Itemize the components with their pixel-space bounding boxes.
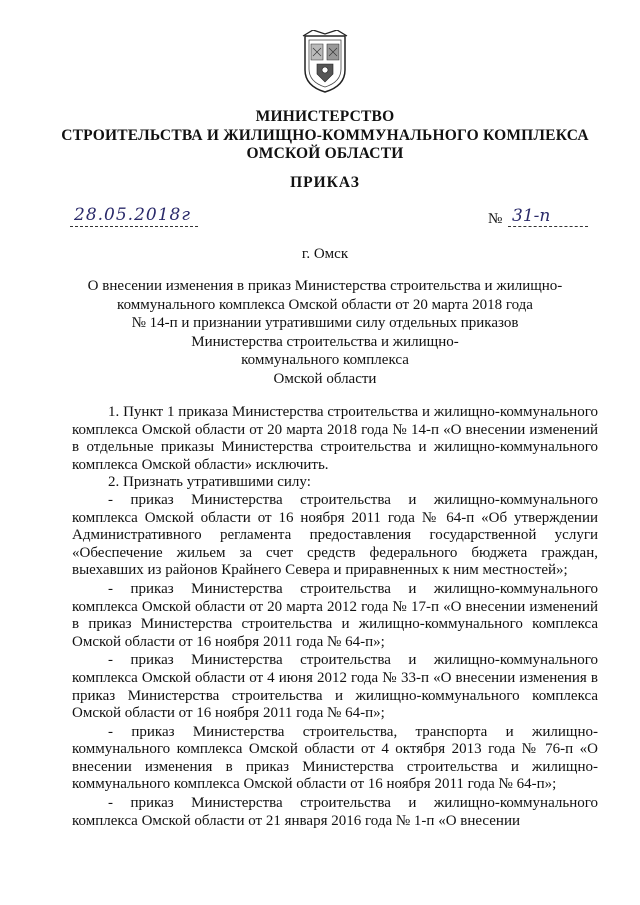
document-type: ПРИКАЗ [290, 174, 360, 191]
repealed-order-1: - приказ Министерства строительства и жилищно-коммунального комплекса Омской области от 16 ноября 2011 года № 64-п «Об утверждении Административного регламента предоставления государственной услуги «Обеспечение жильем за счет средств федерального бюджета граждан, выехавших из районов Крайнего Севера и приравненных к ним местностей»; [72, 491, 598, 579]
ministry-title-line-1: МИНИСТЕРСТВО [255, 108, 395, 125]
repealed-order-4: - приказ Министерства строительства, транспорта и жилищно-коммунального комплекса Омской области от 4 октября 2013 года № 76-п «О внесении изменения в приказ Министерства строительства и жилищно-коммунального комплекса Омской области от 16 ноября 2011 года № 64-п»; [72, 723, 598, 793]
document-subject [80, 277, 570, 388]
subject-line: О внесении изменения в приказ Министерства строительства и жилищно- [87, 278, 563, 294]
paragraph-item-2: 2. Признать утратившими силу: [108, 474, 311, 491]
date-underline [70, 226, 198, 227]
paragraph-item-1: 1. Пункт 1 приказа Министерства строительства и жилищно-коммунального комплекса Омской области от 20 марта 2018 года № 14-п «О внесении изменений в отдельные приказы Министерства строительства и жилищно-коммунального комплекса Омской области» исключить. [72, 404, 598, 473]
subject-line: коммунального комплекса Омской области от 20 марта 2018 года [117, 296, 533, 313]
subject-line: № 14-п и признании утратившими силу отдельных приказов [131, 315, 519, 331]
repealed-order-2: - приказ Министерства строительства и жилищно-коммунального комплекса Омской области от 20 марта 2012 года № 17-п «О внесении изменений в приказ Министерства строительства и жилищно-коммунального комплекса Омской области от 16 ноября 2011 года № 64-п»; [72, 580, 598, 650]
repealed-order-3: - приказ Министерства строительства и жилищно-коммунального комплекса Омской области от 4 июня 2012 года № 33-п «О внесении изменения в приказ Министерства строительства и жилищно-коммунального комплекса Омской области от 16 ноября 2011 года № 64-п»; [72, 652, 598, 722]
coat-of-arms-emblem [301, 30, 349, 94]
ministry-title-line-2: СТРОИТЕЛЬСТВА И ЖИЛИЩНО-КОММУНАЛЬНОГО КОМПЛЕКСА [61, 127, 589, 144]
number-label: № [488, 211, 503, 227]
repealed-order-5: - приказ Министерства строительства и жилищно-коммунального комплекса Омской области от 21 января 2016 года № 1-п «О внесении [72, 795, 598, 829]
city: г. Омск [301, 246, 349, 262]
subject-line: Омской области [273, 370, 377, 387]
ministry-title-line-3: ОМСКОЙ ОБЛАСТИ [246, 145, 404, 162]
document-date: 28.05.2018г [74, 205, 191, 225]
document-body [72, 404, 598, 830]
document-number: 31-п [512, 206, 551, 226]
subject-line: коммунального комплекса [241, 352, 409, 368]
number-underline [508, 226, 588, 227]
subject-line: Министерства строительства и жилищно- [191, 333, 459, 350]
